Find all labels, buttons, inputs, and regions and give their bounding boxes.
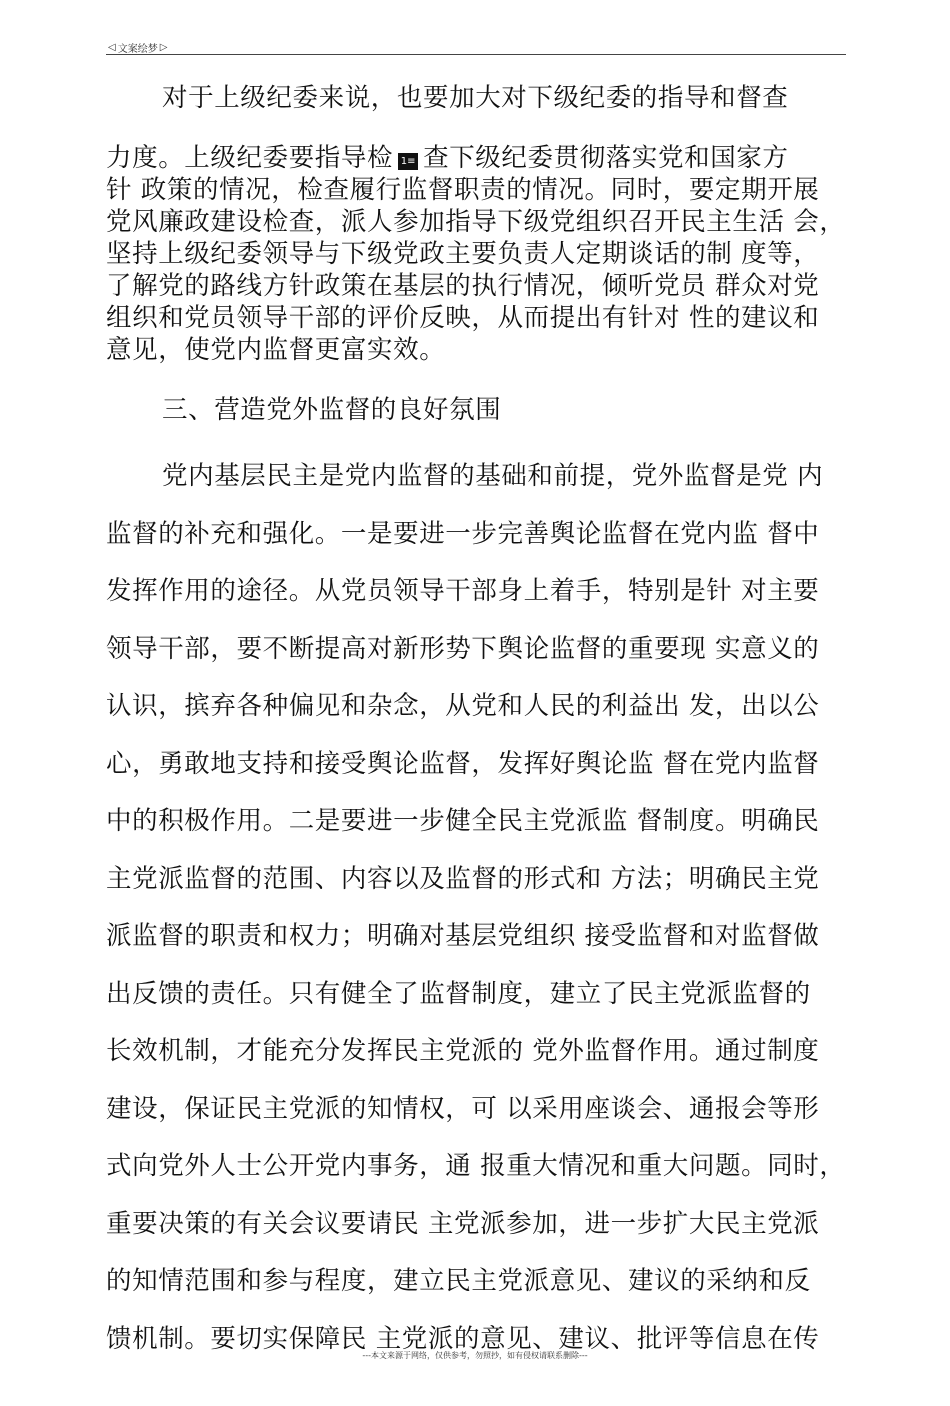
paragraph-line: 式向党外人士公开党内事务，通 报重大情况和重大问题。同时， [106,1151,846,1181]
left-arrow-icon: ◁ [108,42,116,53]
paragraph-line: 的知情范围和参与程度，建立民主党派意见、建议的采纳和反 [106,1266,811,1296]
paragraph-line [106,142,846,174]
section-heading-text: 三、营造党外监督的良好氛围 [162,395,502,425]
line-text: 查下级纪委贯彻落实党和国家方 [423,143,789,173]
page-footer: ---本文来源于网络，仅供参考，勿照抄，如有侵权请联系删除--- [362,1351,588,1360]
intro-paragraph [106,82,846,114]
paragraph-1 [106,142,846,366]
inline-note-icon: 1≡ [398,153,418,170]
section-heading [106,394,846,426]
paragraph-line: 了解党的路线方针政策在基层的执行情况，倾听党员 群众对党 [106,271,820,301]
paragraph-line: 发挥作用的途径。从党员领导干部身上着手，特别是针 对主要 [106,576,820,606]
paragraph-line: 监督的补充和强化。一是要进一步完善舆论监督在党内监 督中 [106,518,820,549]
paragraph-line: 领导干部，要不断提高对新形势下舆论监督的重要现 实意义的 [106,633,820,664]
paragraph-line: 针 政策的情况，检查履行监督职责的情况。同时，要定期开展 [106,175,820,205]
paragraph-line: 党风廉政建设检查，派人参加指导下级党组织召开民主生活 会， [106,207,846,237]
line-text: 力度。上级纪委要指导检 [106,143,394,173]
paragraph-line: 长效机制，才能充分发挥民主党派的 党外监督作用。通过制度 [106,1036,820,1066]
paragraph-line: 对于上级纪委来说，也要加大对下级纪委的指导和督查 [162,83,789,113]
paragraph-line: 建设，保证民主党派的知情权，可 以采用座谈会、通报会等形 [106,1093,820,1124]
paragraph-line: 心，勇敢地支持和接受舆论监督，发挥好舆论监 督在党内监督 [106,748,820,779]
paragraph-line: 馈机制。要切实保障民 主党派的意见、建议、批评等信息在传 [106,1323,820,1354]
header-divider [106,54,846,55]
paragraph-line: 出反馈的责任。只有健全了监督制度，建立了民主党派监督的 [106,978,811,1009]
paragraph-line: 组织和党员领导干部的评价反映，从而提出有针对 性的建议和 [106,303,820,333]
paragraph-line: 认识，摈弃各种偏见和杂念，从党和人民的利益出 发，出以公 [106,691,820,721]
header-title: 文案绘梦 [117,44,158,55]
paragraph-line: 派监督的职责和权力；明确对基层党组织 接受监督和对监督做 [106,921,820,951]
paragraph-line: 主党派监督的范围、内容以及监督的形式和 方法；明确民主党 [106,863,820,894]
right-arrow-icon: ▷ [159,42,168,53]
paragraph-2 [106,448,846,1368]
paragraph-line: 中的积极作用。二是要进一步健全民主党派监 督制度。明确民 [106,806,820,836]
page-header [108,40,167,55]
paragraph-line: 坚持上级纪委领导与下级党政主要负责人定期谈话的制 度等， [106,239,820,269]
paragraph-line: 意见，使党内监督更富实效。 [106,335,446,365]
paragraph-line: 重要决策的有关会议要请民 主党派参加，进一步扩大民主党派 [106,1208,820,1239]
paragraph-line: 党内基层民主是党内监督的基础和前提，党外监督是党 内 [162,461,824,491]
